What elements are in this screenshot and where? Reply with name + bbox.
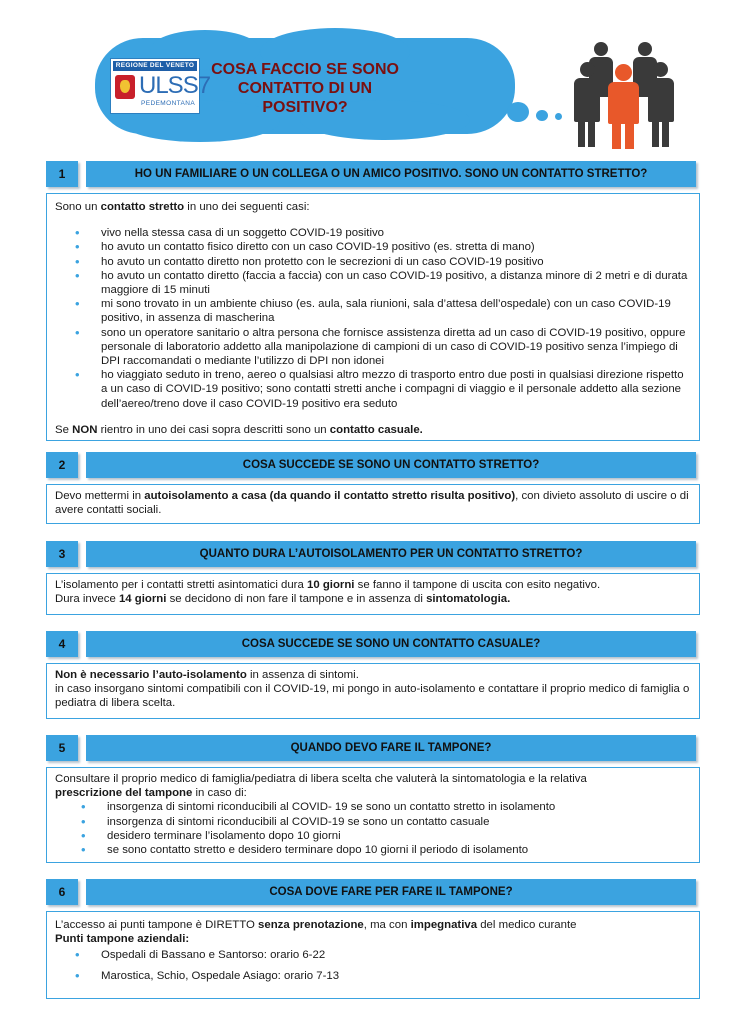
section-title: COSA DOVE FARE PER FARE IL TAMPONE? xyxy=(86,879,696,905)
section-title: COSA SUCCEDE SE SONO UN CONTATTO STRETTO? xyxy=(86,452,696,478)
list-item: • insorgenza di sintomi riconducibili al COVID- 19 se sono un contatto stretto in isolamento xyxy=(61,800,691,814)
section-6-content xyxy=(46,911,700,999)
section-4-line-2: in caso insorgano sintomi compatibili con il COVID-19, mi pongo in auto-isolamento e contattare il proprio medico di famiglia o pediatra di libera scelta. xyxy=(55,683,690,710)
section-3-line-2: Dura invece 14 giorni se decidono di non fare il tampone e in assenza di sintomatologia. xyxy=(55,593,511,606)
section-2-text: Devo mettermi in autoisolamento a casa (da quando il contatto stretto risulta positivo), con divieto assoluto di uscire o di avere contatti sociali. xyxy=(55,490,689,517)
logo-region-text: REGIONE DEL VENETO xyxy=(113,61,197,71)
list-item: • insorgenza di sintomi riconducibili al COVID-19 se sono un contatto casuale xyxy=(61,815,691,829)
swab-points-list xyxy=(55,948,691,982)
section-5-intro: Consultare il proprio medico di famiglia/pediatra di libera scelta che valuterà la sintomatologia e la relativa xyxy=(55,773,587,785)
section-6-line-1: L’accesso ai punti tampone è DIRETTO senza prenotazione, ma con impegnativa del medico curante xyxy=(55,919,577,931)
section-3-line-1: L’isolamento per i contatti stretti asintomatici dura 10 giorni se fanno il tampone di uscita con esito negativo. xyxy=(55,579,601,591)
section-4-content xyxy=(46,663,700,719)
thought-dot xyxy=(507,102,529,122)
section-1-outro: Se NON rientro in uno dei casi sopra descritti sono un contatto casuale. xyxy=(55,423,423,436)
page-title-line: POSITIVO? xyxy=(262,99,348,116)
list-item: • ho viaggiato seduto in treno, aereo o qualsiasi altro mezzo di trasporto entro due posti in qualsiasi direzione rispetto a un caso di COVID-19 positivo; sono contatti stretti anche i compagni di viaggio e il personale addetto alla sezione dell’aereo/treno dove il caso COVID-19 positivo era seduto xyxy=(55,368,691,411)
section-5-intro-cont: prescrizione del tampone in caso di: xyxy=(55,787,247,800)
section-3-header xyxy=(46,541,696,567)
section-4-line-1: Non è necessario l’auto-isolamento in assenza di sintomi. xyxy=(55,669,359,681)
logo-sub-text: PEDEMONTANA xyxy=(141,100,196,107)
section-6-header xyxy=(46,879,696,905)
list-item: • sono un operatore sanitario o altra persona che fornisce assistenza diretta ad un caso di COVID-19 positivo, oppure personale di laboratorio addetto alla manipolazione di campioni di un caso di COVID-19 positivo senza l’impiego di DPI raccomandati o mediante l’utilizzo di DPI non idonei xyxy=(55,326,691,369)
list-item: • se sono contatto stretto e desidero terminare dopo 10 giorni il periodo di isolamento xyxy=(61,843,691,857)
section-title: COSA SUCCEDE SE SONO UN CONTATTO CASUALE? xyxy=(86,631,696,657)
section-2-header xyxy=(46,452,696,478)
list-item: • ho avuto un contatto diretto non protetto con le secrezioni di un caso COVID-19 positivo xyxy=(55,255,691,269)
section-6-line-2: Punti tampone aziendali: xyxy=(55,933,190,946)
list-item: • vivo nella stessa casa di un soggetto COVID-19 positivo xyxy=(55,226,691,240)
section-number: 3 xyxy=(46,541,78,567)
thought-dot xyxy=(536,110,548,121)
swab-cases-list xyxy=(61,800,691,857)
page-title-line: COSA FACCIO SE SONO xyxy=(211,61,399,78)
section-title: HO UN FAMILIARE O UN COLLEGA O UN AMICO POSITIVO. SONO UN CONTATTO STRETTO? xyxy=(86,161,696,187)
section-3-content xyxy=(46,573,700,615)
close-contact-list xyxy=(55,226,691,411)
list-item: • ho avuto un contatto diretto (faccia a faccia) con un caso COVID-19 positivo, a distanza minore di 2 metri e di durata maggiore di 15 minuti xyxy=(55,269,691,297)
list-item: • ho avuto un contatto fisico diretto con un caso COVID-19 positivo (es. stretta di mano) xyxy=(55,240,691,254)
section-number: 6 xyxy=(46,879,78,905)
section-5-content xyxy=(46,767,700,863)
page-title xyxy=(205,60,405,117)
section-5-header xyxy=(46,735,696,761)
section-1-intro: Sono un contatto stretto in uno dei seguenti casi: xyxy=(55,201,310,213)
section-title: QUANTO DURA L’AUTOISOLAMENTO PER UN CONTATTO STRETTO? xyxy=(86,541,696,567)
list-item: • Ospedali di Bassano e Santorso: orario 6-22 xyxy=(55,948,691,962)
page-title-line: CONTATTO DI UN xyxy=(237,80,373,97)
list-item: • mi sono trovato in un ambiente chiuso (es. aula, sala riunioni, sala d’attesa dell’ospedale) con un caso COVID-19 positivo, in assenza di mascherina xyxy=(55,297,691,325)
section-1-header xyxy=(46,161,696,187)
lion-emblem-icon xyxy=(115,75,135,99)
section-4-header xyxy=(46,631,696,657)
list-item: • desidero terminare l’isolamento dopo 10 giorni xyxy=(61,829,691,843)
ulss7-logo xyxy=(110,58,211,114)
section-number: 4 xyxy=(46,631,78,657)
section-number: 1 xyxy=(46,161,78,187)
thought-dot xyxy=(555,113,562,120)
list-item: • Marostica, Schio, Ospedale Asiago: orario 7-13 xyxy=(55,969,691,983)
highlighted-person-icon xyxy=(615,64,632,81)
section-number: 5 xyxy=(46,735,78,761)
section-2-content xyxy=(46,484,700,524)
section-number: 2 xyxy=(46,452,78,478)
section-title: QUANDO DEVO FARE IL TAMPONE? xyxy=(86,735,696,761)
people-group-icon xyxy=(574,38,674,150)
section-1-content xyxy=(46,193,700,441)
logo-main-text: ULSS7 xyxy=(139,72,211,99)
